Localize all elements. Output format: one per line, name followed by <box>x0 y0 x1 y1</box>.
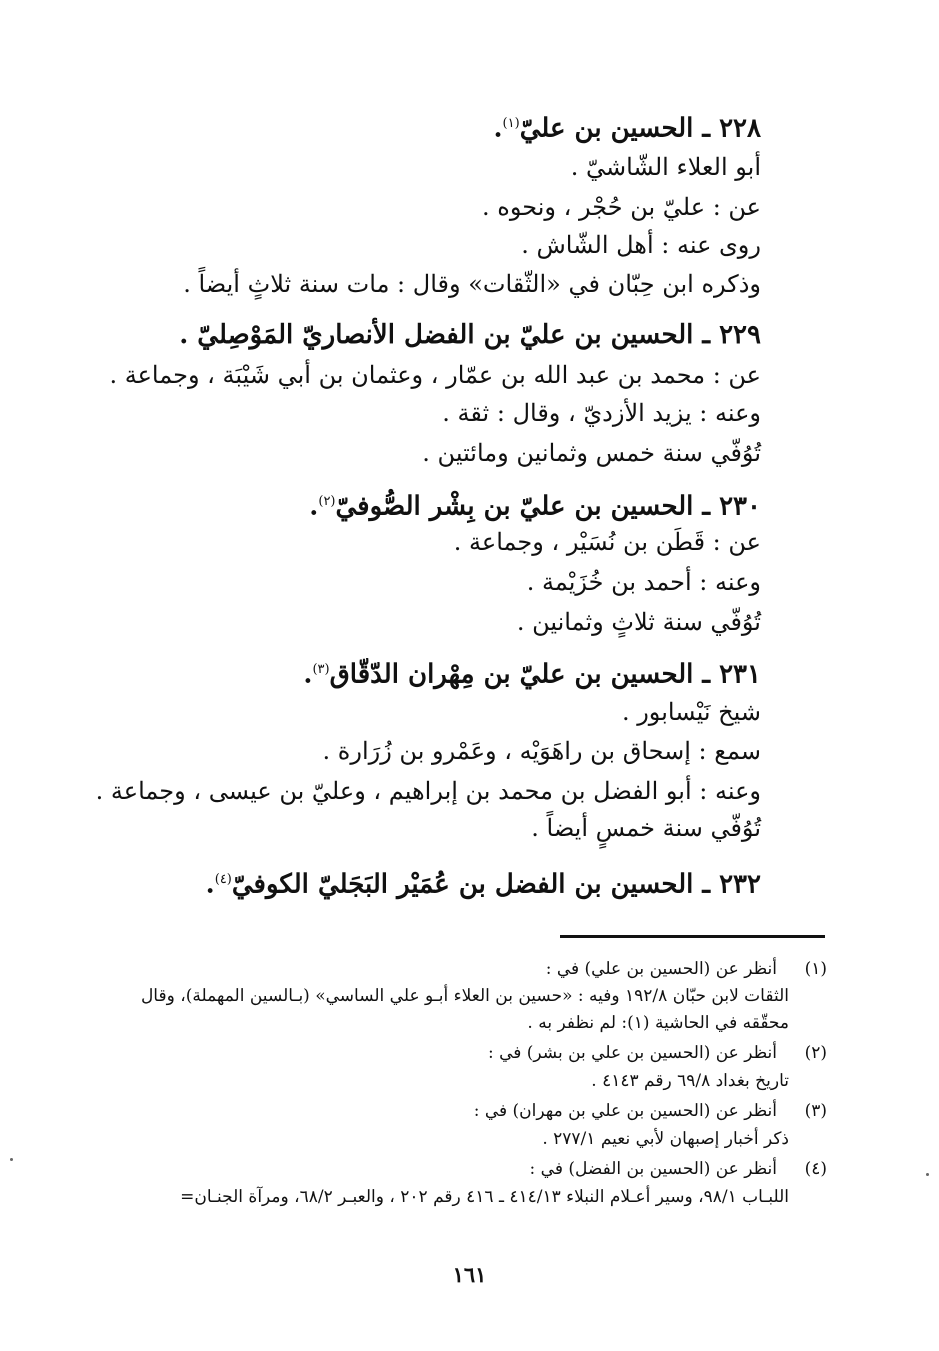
entry-line: أبو العلاء الشّاشيّ . <box>570 153 761 181</box>
entry-line: تُوُفّي سنة خمس وثمانين ومائتين . <box>422 439 761 467</box>
footnote-number: (٤) <box>804 1159 827 1179</box>
entry-line: عن : عليّ بن حُجْر ، ونحوه . <box>482 193 761 221</box>
entry-line: تُوُفّي سنة ثلاثٍ وثمانين . <box>516 608 761 636</box>
footnote-separator <box>560 935 825 938</box>
entry-line: تُوُفّي سنة خمسٍ أيضاً . <box>531 814 761 842</box>
footnote-line: محقّقه في الحاشية (١): لم نظفر به . <box>527 1013 789 1033</box>
footnote-line: الثقات لابن حبّان ١٩٢/٨ وفيه : «حسين بن العلاء أبـو علي الساسي» (بـالسين المهملة)، وقال <box>140 986 789 1006</box>
entry-line: وعنه : أبو الفضل بن محمد بن إبراهيم ، وعليّ بن عيسى ، وجماعة . <box>95 777 761 805</box>
entry-heading: ٢٢٩ ـ الحسين بن عليّ بن الفضل الأنصاريّ المَوْصِليّ . <box>179 320 761 350</box>
entry-heading: ٢٣٠ ـ الحسين بن عليّ بن بِشْر الصُّوفيّ$^{(٢)}$. <box>309 491 761 522</box>
footnote-line: (٢)أنظر عن (الحسين بن علي بن بشر) في : <box>488 1040 827 1066</box>
scan-speck <box>10 1158 13 1161</box>
entry-line: وعنه : يزيد الأزديّ ، وقال : ثقة . <box>442 399 761 427</box>
entry-line: سمع : إسحاق بن راهَوَيْه ، وعَمْرو بن زُرَارة . <box>322 737 761 765</box>
entry-line: وعنه : أحمد بن خُزَيْمة . <box>526 568 761 596</box>
footnote-ref: (٣) <box>312 662 330 677</box>
entry-line: روى عنه : أهل الشّاش . <box>521 231 761 259</box>
footnote-line: تاريخ بغداد ٦٩/٨ رقم ٤١٤٣ . <box>591 1071 789 1091</box>
footnote-number: (٣) <box>804 1101 827 1121</box>
footnote-line: (٣)أنظر عن (الحسين بن علي بن مهران) في : <box>474 1098 827 1124</box>
footnote-ref: (٤) <box>214 872 232 887</box>
footnote-line: (١)أنظر عن (الحسين بن علي) في : <box>546 956 827 982</box>
page-number: ١٦١ <box>452 1262 487 1287</box>
entry-line: وذكره ابن حِبّان في «الثّقات» وقال : مات سنة ثلاثٍ أيضاً . <box>183 270 761 298</box>
entry-line: عن : محمد بن عبد الله بن عمّار ، وعثمان بن أبي شَيْبَة ، وجماعة . <box>109 361 761 389</box>
footnote-line: اللبـاب ٩٨/١، وسير أعـلام النبلاء ٤١٤/١٣ ـ ٤١٦ رقم ٢٠٢ ، والعبـر ٦٨/٢، ومرآة الجنـان= <box>180 1187 789 1207</box>
footnote-line: (٤)أنظر عن (الحسين بن الفضل) في : <box>530 1156 827 1182</box>
entry-line: عن : قَطَن بن نُسَيْر ، وجماعة . <box>453 528 761 556</box>
scan-speck <box>926 1173 929 1176</box>
footnote-number: (٢) <box>804 1043 827 1063</box>
footnote-ref: (١) <box>502 116 520 131</box>
entry-line: شيخ نَيْسابور . <box>621 698 761 726</box>
footnote-ref: (٢) <box>318 494 336 509</box>
footnote-line: ذكر أخبار إصبهان لأبي نعيم ٢٧٧/١ . <box>542 1129 789 1149</box>
footnote-number: (١) <box>804 959 827 979</box>
entry-heading: ٢٣١ ـ الحسين بن عليّ بن مِهْران الدّقّاق$^{(٣)}$. <box>303 659 761 690</box>
entry-heading: ٢٣٢ ـ الحسين بن الفضل بن عُمَيْر البَجَليّ الكوفيّ$^{(٤)}$. <box>205 869 761 900</box>
entry-heading: ٢٢٨ ـ الحسين بن عليّ$^{(١)}$. <box>493 113 761 144</box>
